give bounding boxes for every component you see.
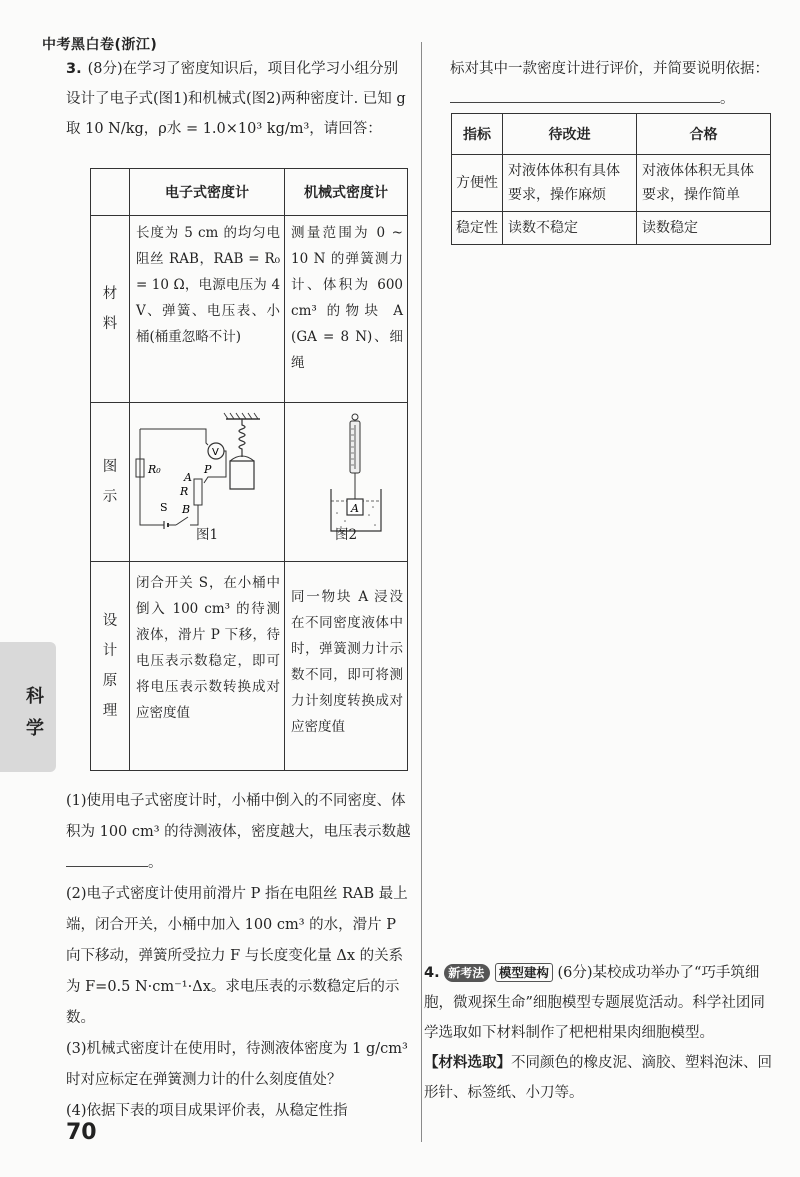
eval-header-pass: 合格 xyxy=(637,114,771,155)
new-method-badge: 新考法 xyxy=(444,964,490,982)
svg-text:V: V xyxy=(212,447,219,458)
materials-electronic: 长度为 5 cm 的均匀电阻丝 RAB，RAB = R₀ = 10 Ω，电源电压为 4 V、弹簧、电压表、小桶(桶重忽略不计) xyxy=(130,216,285,403)
column-divider xyxy=(421,42,422,1142)
principle-electronic: 闭合开关 S，在小桶中倒入 100 cm³ 的待测液体，滑片 P 下移，待电压表示数稳定，即可将电压表示数转换成对应密度值 xyxy=(130,562,285,771)
eval-cell: 对液体体积无具体要求，操作简单 xyxy=(637,155,771,212)
book-header: 中考黑白卷(浙江) xyxy=(42,37,158,53)
subquestion-1: (1)使用电子式密度计时，小桶中倒入的不同密度、体积为 100 cm³ 的待测液体，密度越大，电压表示数越。 xyxy=(66,793,411,871)
subject-side-tab xyxy=(0,642,56,772)
material-label: 【材料选取】 xyxy=(424,1055,511,1071)
materials-mechanical: 测量范围为 0 ~ 10 N 的弹簧测力计、体积为 600 cm³ 的物块 A (GA = 8 N)、细绳 xyxy=(285,216,408,403)
subquestion-3: (3)机械式密度计在使用时，待测液体密度为 1 g/cm³ 时对应标定在弹簧测力计的什么刻度值处？ xyxy=(66,1041,408,1088)
eval-row-label: 稳定性 xyxy=(452,212,503,245)
principle-mechanical: 同一物块 A 浸没在不同密度液体中时，弹簧测力计示数不同，即可将测力计刻度转换成对应密度值 xyxy=(285,562,408,771)
figure-1-caption: 图1 xyxy=(195,527,219,543)
evaluation-table xyxy=(451,113,771,245)
question-4 xyxy=(424,958,774,1108)
svg-text:B: B xyxy=(182,503,191,516)
question-3-subparts xyxy=(66,786,411,1127)
page-number: 70 xyxy=(66,1120,97,1145)
table-row xyxy=(452,155,771,212)
subquestion-2: (2)电子式密度计使用前滑片 P 指在电阻丝 RAB 最上端，闭合开关，小桶中加入 100 cm³ 的水，滑片 P 向下移动，弹簧所受拉力 F 与长度变化量 Δx 的关系为 F=0.5 N·cm⁻¹·Δx。求电压表的示数稳定后的示数。 xyxy=(66,886,408,1026)
table-corner xyxy=(91,169,130,216)
question-3-number: 3. xyxy=(66,61,82,77)
question-4-number: 4. xyxy=(424,965,440,981)
subquestion-4: (4)依据下表的项目成果评价表，从稳定性指 xyxy=(66,1103,348,1119)
subquestion-4-continued: 标对其中一款密度计进行评价，并简要说明依据：。 xyxy=(450,61,769,107)
row-head-figure: 图示 xyxy=(91,403,130,562)
figure-2-caption: 图2 xyxy=(334,527,358,543)
answer-blank-4[interactable] xyxy=(450,88,720,103)
eval-cell: 读数稳定 xyxy=(637,212,771,245)
eval-header-indicator: 指标 xyxy=(452,114,503,155)
row-head-materials: 材料 xyxy=(91,216,130,403)
row-head-principle: 设计原理 xyxy=(91,562,130,771)
header-electronic: 电子式密度计 xyxy=(130,169,285,216)
question-4-text: (6分)某校成功举办了“巧手筑细胞，微观探生命”细胞模型专题展览活动。科学社团同学选取如下材料制作了杷杷柑果肉细胞模型。 xyxy=(424,965,765,1041)
eval-row-label: 方便性 xyxy=(452,155,503,212)
svg-text:P: P xyxy=(204,463,212,476)
eval-header-improve: 待改进 xyxy=(503,114,637,155)
spring-scale-diagram xyxy=(285,409,423,539)
figure-1-cell xyxy=(130,403,285,562)
eval-cell: 读数不稳定 xyxy=(503,212,637,245)
material-text: 不同颜色的橡皮泥、滴胶、塑料泡沫、回形针、标签纸、小刀等。 xyxy=(424,1055,772,1101)
table-row xyxy=(452,212,771,245)
svg-text:R: R xyxy=(180,485,189,498)
question-3-stem xyxy=(66,54,411,144)
side-tab-char-1: 科 xyxy=(26,686,44,707)
svg-text:S: S xyxy=(160,501,168,514)
side-tab-char-2: 学 xyxy=(26,718,44,739)
answer-blank-1[interactable] xyxy=(66,852,148,867)
header-mechanical: 机械式密度计 xyxy=(285,169,408,216)
eval-cell: 对液体体积有具体要求，操作麻烦 xyxy=(503,155,637,212)
svg-text:A: A xyxy=(184,471,192,484)
figure-2-cell xyxy=(285,403,408,562)
svg-text:R₀: R₀ xyxy=(148,463,161,476)
circuit-diagram xyxy=(134,411,272,541)
model-building-badge: 模型建构 xyxy=(495,963,553,982)
question-3-text: (8分)在学习了密度知识后，项目化学习小组分别设计了电子式(图1)和机械式(图2)两种密度计. 已知 g 取 10 N/kg，ρ水 = 1.0×10³ kg/m³，请回答： xyxy=(66,61,406,137)
density-meter-table xyxy=(90,168,408,771)
svg-text:A: A xyxy=(351,502,359,515)
